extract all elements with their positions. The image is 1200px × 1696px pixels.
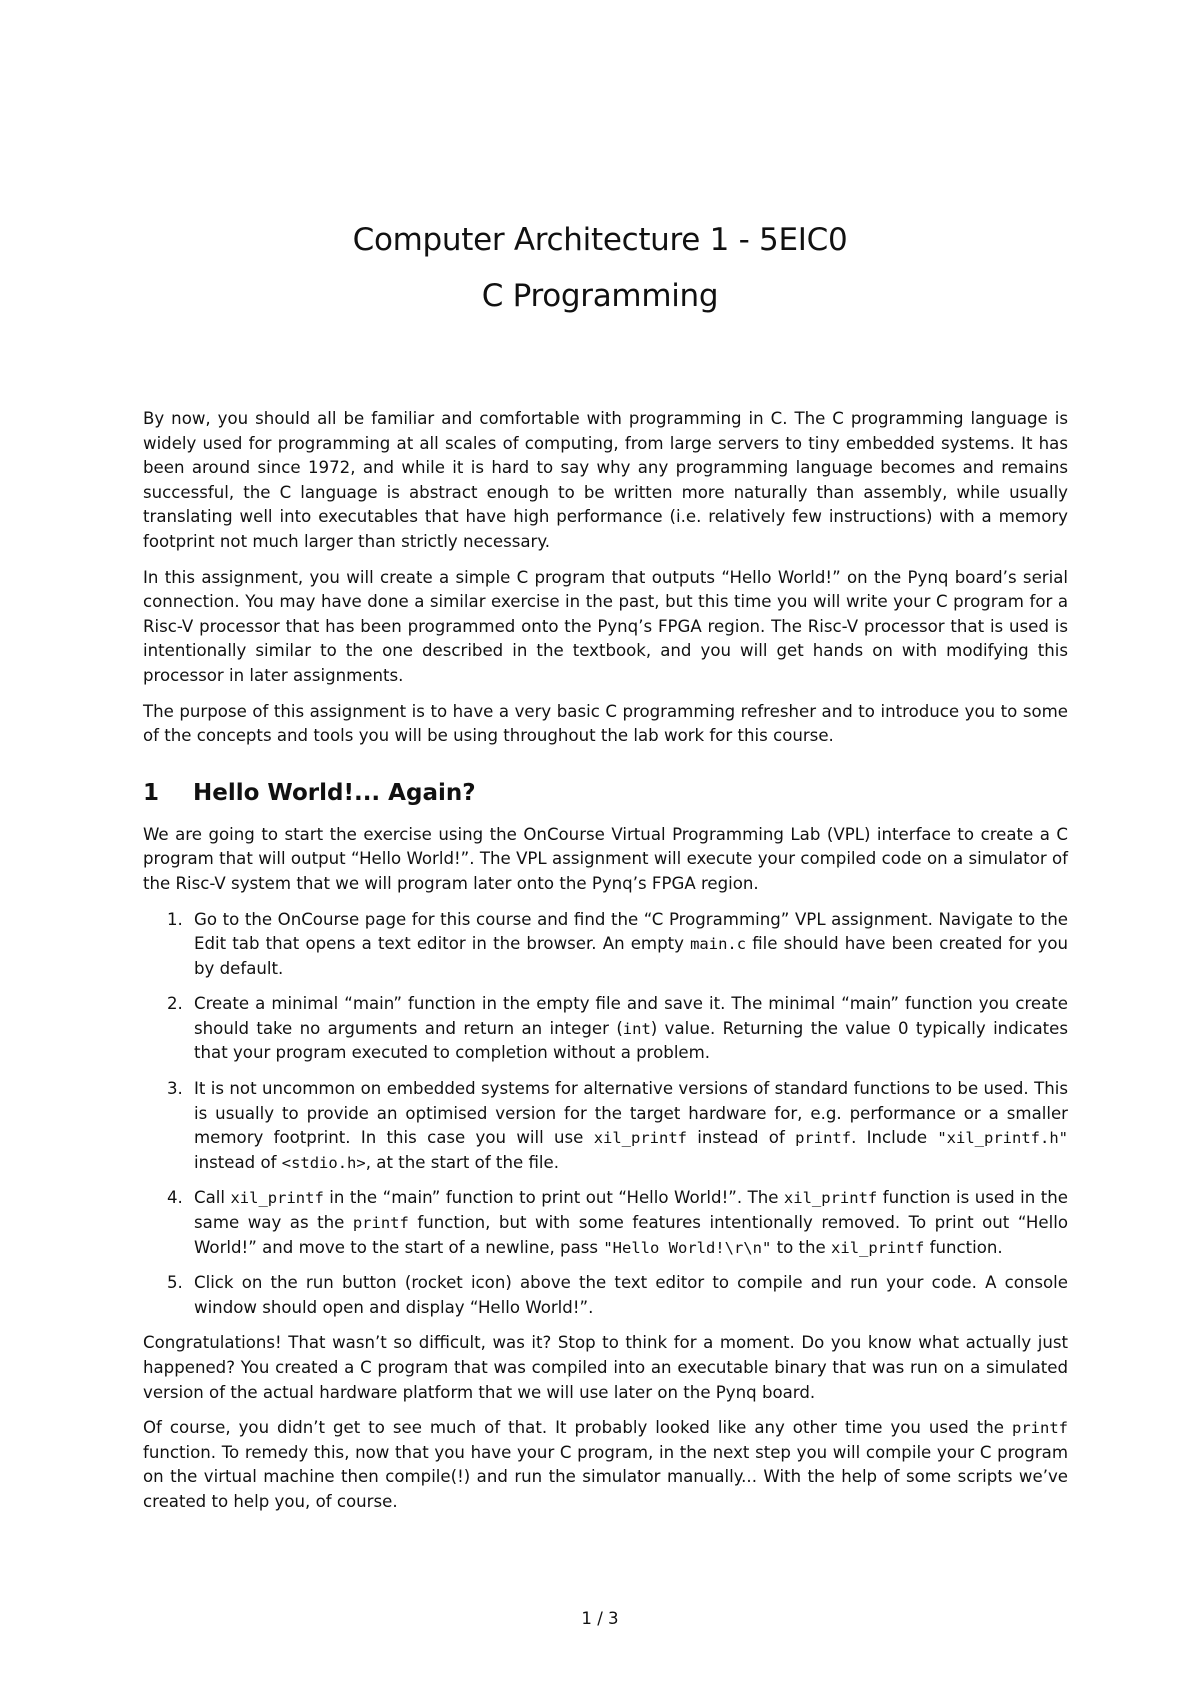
- closing-text: function. To remedy this, now that you have your C program, in the next step you will compile your C program on the virtual machine then compile(!) and run the simulator manually... With the help of some scripts we’ve created to help you, of course.: [143, 1442, 1068, 1511]
- step-text: It is not uncommon on embedded systems for alternative versions of standard functions to be used. This is usually to provide an optimised version for the target hardware for, e.g. performance or a smaller memory footprint. In this case you will use: [194, 1079, 1068, 1148]
- document-body: [143, 407, 1068, 1526]
- section-number: 1: [143, 779, 160, 806]
- step-text: ) value. Returning the value 0 typically indicates that your program executed to completion without a problem.: [194, 1018, 1068, 1063]
- step-text: in the “main” function to print out “Hello World!”. The: [323, 1188, 784, 1208]
- code-inline: "Hello World!\r\n": [603, 1238, 772, 1257]
- title-block: [0, 212, 1200, 324]
- document-subtitle: C Programming: [481, 278, 719, 314]
- step-item: [143, 1271, 1068, 1320]
- step-text: Create a minimal “main” function in the empty file and save it. The minimal “main” function you create should take no arguments and return an integer (: [194, 994, 1068, 1038]
- code-inline: <stdio.h>: [281, 1153, 366, 1172]
- intro-paragraph-3: The purpose of this assignment is to have a very basic C programming refresher and to introduce you to some of the concepts and tools you will be using throughout the lab work for this course.: [143, 701, 1068, 746]
- step-text: function is used in the same way as the: [194, 1188, 1068, 1233]
- step-number: 1.: [167, 909, 183, 929]
- code-inline: main.c: [690, 935, 747, 954]
- step-text: , at the start of the file.: [365, 1152, 559, 1172]
- code-inline: printf: [795, 1129, 852, 1148]
- step-number: 3.: [167, 1079, 183, 1099]
- section-title: Hello World!... Again?: [193, 779, 476, 806]
- code-inline: printf: [352, 1214, 409, 1233]
- step-text: instead of: [687, 1128, 796, 1148]
- step-text: function.: [924, 1237, 1003, 1257]
- step-text: Call: [194, 1188, 231, 1208]
- closing-paragraph: [143, 1416, 1068, 1514]
- step-text: function, but with some features intentionally removed. To print out “Hello World!” and move to the start of a newline, pass: [194, 1213, 1068, 1257]
- code-inline: xil_printf: [783, 1189, 878, 1208]
- intro-paragraph-1: By now, you should all be familiar and comfortable with programming in C. The C programming language is widely used for programming at all scales of computing, from large servers to tiny embedded systems. It has been around since 1972, and while it is hard to say why any programming language becomes and remains successful, the C language is abstract enough to be written more naturally than assembly, while usually translating well into executables that have high performance (i.e. relatively few instructions) with a memory footprint not much larger than strictly necessary.: [143, 409, 1068, 551]
- code-inline: "xil_printf.h": [937, 1129, 1068, 1148]
- code-inline: xil_printf: [230, 1189, 324, 1208]
- step-text: Go to the OnCourse page for this course and find the “C Programming” VPL assignment. Navigate to the Edit tab that opens a text editor in the browser. An empty: [194, 909, 1068, 954]
- code-inline: xil_printf: [831, 1238, 925, 1257]
- section-lead-paragraph: We are going to start the exercise using the OnCourse Virtual Programming Lab (VPL) interface to create a C program that will output “Hello World!”. The VPL assignment will execute your compiled code on a simulator of the Risc-V system that we will program later onto the Pynq’s FPGA region.: [143, 824, 1068, 893]
- code-inline: xil_printf: [593, 1129, 688, 1148]
- step-number: 2.: [167, 994, 183, 1014]
- intro-paragraph-2: In this assignment, you will create a simple C program that outputs “Hello World!” on the Pynq board’s serial connection. You may have done a similar exercise in the past, but this time you will write your C program for a Risc-V processor that has been programmed onto the Pynq’s FPGA region. The Risc-V processor that is used is intentionally similar to the one described in the textbook, and you will get hands on with modifying this processor in later assignments.: [143, 567, 1068, 685]
- step-item: [143, 908, 1068, 982]
- code-inline: printf: [1012, 1419, 1068, 1438]
- step-text: instead of: [194, 1152, 282, 1172]
- step-item: [143, 1077, 1068, 1175]
- step-number: 5.: [167, 1273, 183, 1293]
- step-text: file should have been created for you by default.: [194, 934, 1068, 978]
- step-text: Click on the run button (rocket icon) above the text editor to compile and run your code. A console window should open and display “Hello World!”.: [194, 1273, 1068, 1317]
- document-title: Computer Architecture 1 - 5EIC0: [352, 222, 848, 258]
- steps-list: [143, 908, 1068, 1321]
- step-item: [143, 1186, 1068, 1260]
- step-text: to the: [771, 1237, 832, 1257]
- congrats-paragraph: Congratulations! That wasn’t so difficult, was it? Stop to think for a moment. Do you know what actually just happened? You created a C program that was compiled into an executable binary that was run on a simulated version of the actual hardware platform that we will use later on the Pynq board.: [143, 1333, 1068, 1402]
- step-number: 4.: [167, 1188, 183, 1208]
- closing-text: Of course, you didn’t get to see much of that. It probably looked like any other time you used the: [143, 1418, 1012, 1438]
- step-text: . Include: [851, 1128, 938, 1148]
- step-item: [143, 992, 1068, 1066]
- section-heading: [143, 778, 1068, 808]
- code-inline: int: [622, 1019, 651, 1038]
- page-number: 1 / 3: [581, 1609, 619, 1628]
